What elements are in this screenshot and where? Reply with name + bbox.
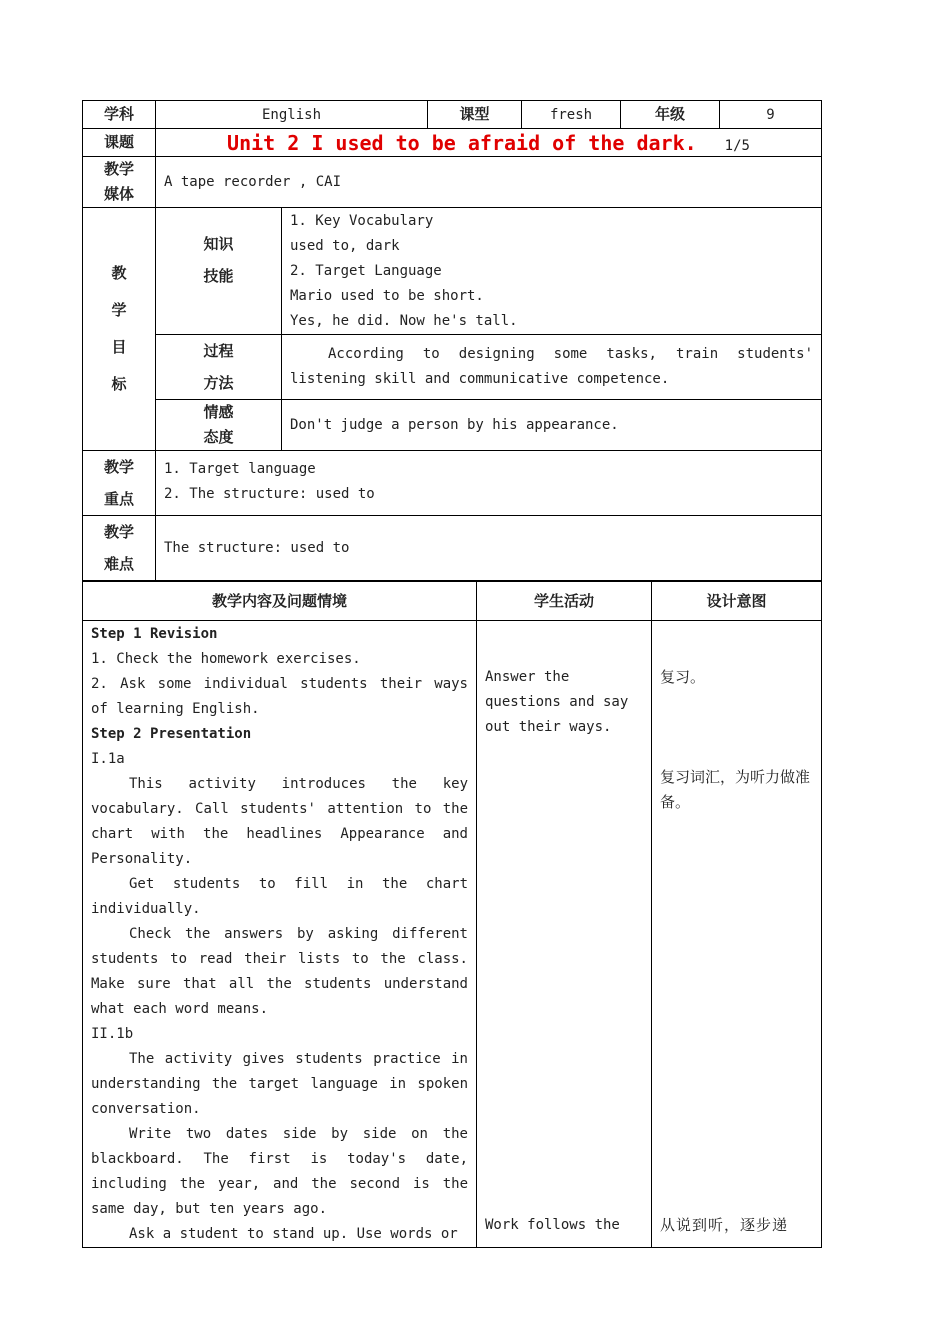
step1-title: Step 1 Revision — [91, 626, 218, 642]
key-points-label-line-1: 教学 — [103, 458, 134, 476]
section2-paragraph-3: Ask a student to stand up. Use words or — [129, 1226, 458, 1242]
lesson-type-value: fresh — [522, 101, 621, 129]
section1-paragraph-1: This activity introduces the key vocabulary. Call students' attention to the chart with the headlines Appearance and Personality. — [91, 776, 468, 867]
difficulties-label-line-2: 难点 — [103, 555, 134, 573]
lesson-type-label: 课型 — [428, 101, 522, 129]
key-point-1: 1. Target language — [164, 461, 316, 477]
step1-item-2: 2. Ask some individual students their ways of learning English. — [91, 676, 468, 717]
objectives-label — [83, 208, 156, 451]
section2-paragraph-2: Write two dates side by side on the blackboard. The first is today's date, including the year, and the second is the same day, but ten years ago. — [91, 1126, 468, 1217]
knowledge-line-1: 1. Key Vocabulary — [290, 213, 434, 229]
media-label-line-1: 教学 — [103, 160, 134, 178]
grade-label: 年级 — [621, 101, 720, 129]
page-number: 1/5 — [724, 137, 750, 154]
intent-text-3: 从说到听，逐步递 — [660, 1216, 789, 1234]
media-label-line-2: 媒体 — [103, 185, 134, 203]
lesson-content-table — [82, 581, 822, 1248]
activity-text-2: Work follows the — [485, 1217, 620, 1233]
key-points-content — [156, 451, 822, 516]
topic-cell — [156, 129, 822, 157]
intent-column-header: 设计意图 — [652, 582, 822, 621]
process-label-line-2: 方法 — [203, 374, 234, 392]
knowledge-line-2: used to, dark — [290, 238, 400, 254]
knowledge-line-3: 2. Target Language — [290, 263, 442, 279]
section1-paragraph-3: Check the answers by asking different students to read their lists to the class. Make sure that all the students understand what each word means. — [91, 926, 468, 1017]
emotion-label — [156, 400, 282, 451]
lesson-title: Unit 2 I used to be afraid of the dark. — [227, 130, 697, 155]
media-label — [83, 157, 156, 208]
knowledge-line-4: Mario used to be short. — [290, 288, 484, 304]
knowledge-label — [156, 208, 282, 335]
knowledge-label-line-2: 技能 — [203, 267, 234, 285]
subject-label: 学科 — [83, 101, 156, 129]
difficulties-label-line-1: 教学 — [103, 523, 134, 541]
lesson-plan-header-table — [82, 100, 822, 581]
objectives-char-3: 目 — [111, 338, 127, 356]
key-points-label-line-2: 重点 — [103, 490, 134, 508]
objectives-char-2: 学 — [111, 301, 127, 319]
difficulties-label — [83, 516, 156, 581]
section1-title: I.1a — [91, 751, 125, 767]
content-cell — [83, 621, 477, 1248]
activity-column-header: 学生活动 — [477, 582, 652, 621]
section2-paragraph-1: The activity gives students practice in understanding the target language in spoken conversation. — [91, 1051, 468, 1117]
process-content: According to designing some tasks, train students' listening skill and communicative competence. — [282, 335, 822, 400]
emotion-content: Don't judge a person by his appearance. — [282, 400, 822, 451]
difficulties-content: The structure: used to — [156, 516, 822, 581]
topic-label: 课题 — [83, 129, 156, 157]
media-value: A tape recorder , CAI — [156, 157, 822, 208]
subject-value: English — [156, 101, 428, 129]
lesson-plan-page — [82, 100, 821, 1248]
activity-text-1: Answer the questions and say out their ways. — [485, 669, 629, 735]
intent-cell — [652, 621, 822, 1248]
grade-value: 9 — [720, 101, 822, 129]
emotion-label-line-1: 情感 — [203, 403, 234, 421]
process-label-line-1: 过程 — [203, 342, 234, 360]
section2-title: II.1b — [91, 1026, 134, 1042]
intent-text-1: 复习。 — [660, 668, 706, 686]
step1-item-1: 1. Check the homework exercises. — [91, 651, 361, 667]
activity-cell — [477, 621, 652, 1248]
intent-text-2: 复习词汇，为听力做准备。 — [660, 768, 811, 811]
objectives-char-4: 标 — [111, 375, 127, 393]
emotion-label-line-2: 态度 — [203, 428, 234, 446]
objectives-char-1: 教 — [111, 264, 127, 282]
step2-title: Step 2 Presentation — [91, 726, 252, 742]
key-points-label — [83, 451, 156, 516]
content-column-header: 教学内容及问题情境 — [83, 582, 477, 621]
process-label — [156, 335, 282, 400]
section1-paragraph-2: Get students to fill in the chart individually. — [91, 876, 468, 917]
knowledge-line-5: Yes, he did. Now he's tall. — [290, 313, 518, 329]
knowledge-label-line-1: 知识 — [203, 235, 234, 253]
knowledge-content — [282, 208, 822, 335]
key-point-2: 2. The structure: used to — [164, 486, 375, 502]
